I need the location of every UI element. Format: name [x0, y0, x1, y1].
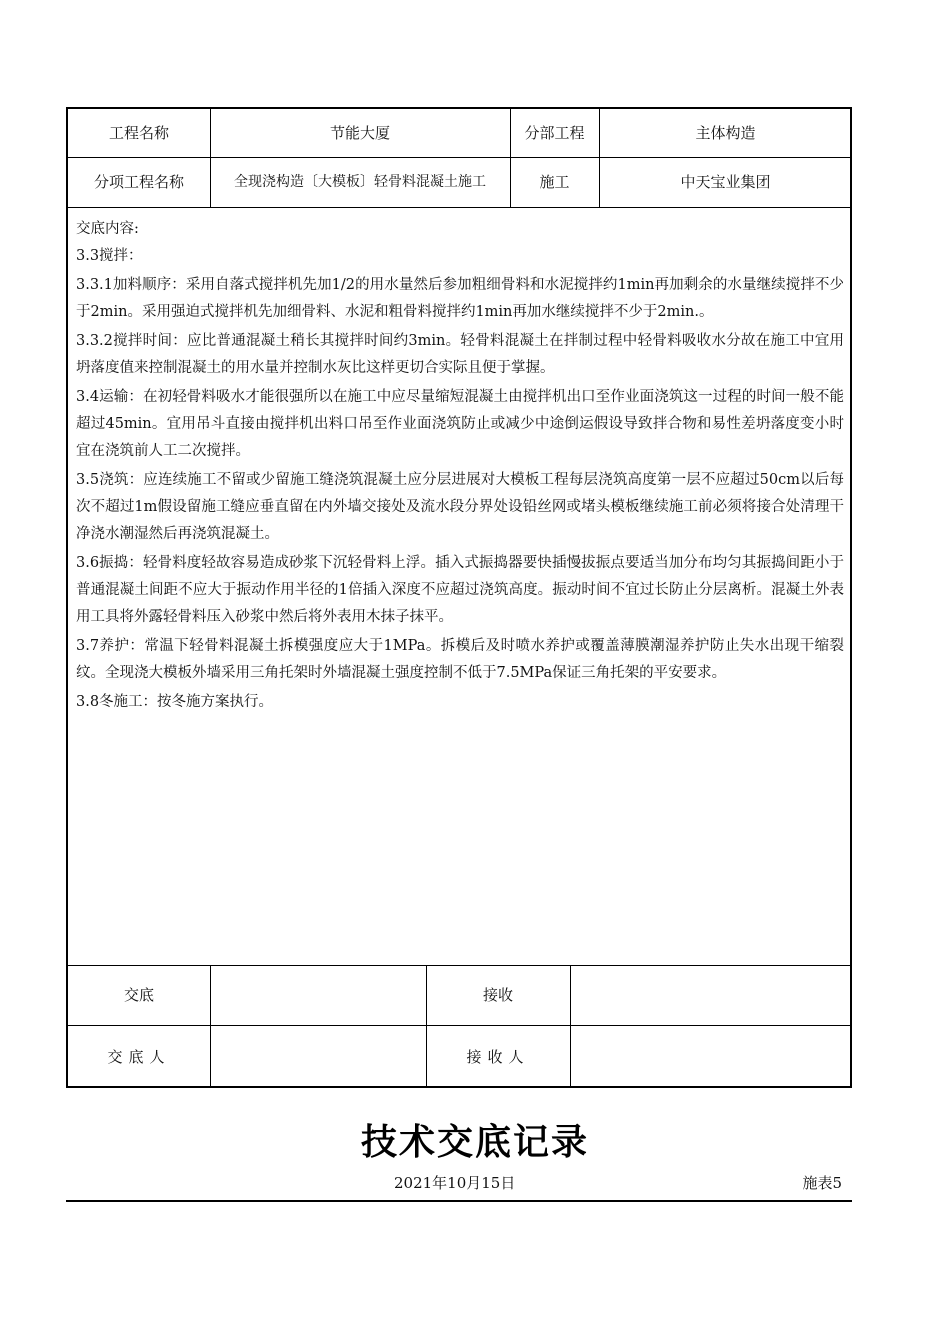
- document-date: 2021年10月15日: [394, 1174, 516, 1192]
- receive-person-label: 接收人: [466, 1047, 530, 1066]
- handover-label: 交底: [123, 986, 154, 1004]
- content-paragraph: 3.7养护：常温下轻骨料混凝土拆模强度应大于1MPa。拆模后及时喷水养护或覆盖薄膜潮湿养护防止失水出现干缩裂纹。全现浇大模板外墙采用三角托架时外墙混凝土强度控制不低于7.5MPa保证三角托架的平安要求。: [76, 638, 844, 681]
- row-divider: [68, 207, 850, 208]
- construction-value: 中天宝业集团: [680, 173, 771, 191]
- handover-person-field[interactable]: [210, 1025, 426, 1088]
- project-name-value: 节能大厦: [329, 124, 390, 142]
- receive-person-field[interactable]: [570, 1025, 852, 1088]
- division-value: 主体构造: [695, 124, 756, 142]
- content-paragraph: 3.5浇筑：应连续施工不留或少留施工缝浇筑混凝土应分层进展对大模板工程每层浇筑高度第一层不应超过50cm以后每次不超过1m假设留施工缝应垂直留在内外墙交接处及流水段分界处设铅丝网或堵头模板继续施工前必须将接合处清理干净浇水潮湿然后再浇筑混凝土。: [76, 472, 844, 542]
- receive-field[interactable]: [570, 965, 852, 1025]
- subitem-label: 分项工程名称: [93, 173, 184, 191]
- subitem-value: 全现浇构造〔大模板〕轻骨料混凝土施工: [234, 174, 486, 190]
- document-title: 技术交底记录: [360, 1122, 589, 1163]
- form-number: 施表5: [802, 1174, 842, 1192]
- division-label: 分部工程: [524, 124, 585, 142]
- construction-label: 施工: [539, 173, 570, 191]
- content-paragraph: 3.4运输：在初轻骨料吸水才能很强所以在施工中应尽量缩短混凝土由搅拌机出口至作业面浇筑这一过程的时间一般不能超过45min。宜用吊斗直接由搅拌机出料口吊至作业面浇筑防止或减少中途倒运假设导致拌合物和易性差坍落度变小时宜在浇筑前人工二次搅拌。: [76, 389, 844, 459]
- handover-person-label: 交底人: [107, 1047, 171, 1066]
- footer-rule: [66, 1200, 852, 1202]
- project-name-label: 工程名称: [108, 124, 169, 142]
- disclosure-content: [68, 213, 850, 965]
- content-paragraph: 3.6振捣：轻骨料度轻故容易造成砂浆下沉轻骨料上浮。插入式振捣器要快插慢拔振点要适当加分布均匀其振捣间距小于普通混凝土间距不应大于振动作用半径的1倍插入深度不应超过浇筑高度。振动时间不宜过长防止分层离析。混凝土外表用工具将外露轻骨料压入砂浆中然后将外表用木抹子抹平。: [76, 555, 844, 625]
- content-paragraph: 3.3搅拌：: [76, 248, 143, 264]
- receive-label: 接收: [482, 986, 513, 1004]
- handover-field[interactable]: [210, 965, 426, 1025]
- content-paragraph: 3.3.2搅拌时间：应比普通混凝土稍长其搅拌时间约3min。轻骨料混凝土在拌制过程中轻骨料吸收水分故在施工中宜用坍落度值来控制混凝土的用水量并控制水灰比这样更切合实际且便于掌握。: [76, 333, 844, 376]
- disclosure-form: [66, 107, 852, 1088]
- content-paragraph: 3.8冬施工：按冬施方案执行。: [76, 694, 274, 710]
- content-heading: 交底内容:: [76, 221, 139, 237]
- content-paragraph: 3.3.1加料顺序：采用自落式搅拌机先加1/2的用水量然后参加粗细骨料和水泥搅拌约1min再加剩余的水量继续搅拌不少于2min。采用强迫式搅拌机先加细骨料、水泥和粗骨料搅拌约1min再加水继续搅拌不少于2min.。: [76, 277, 844, 320]
